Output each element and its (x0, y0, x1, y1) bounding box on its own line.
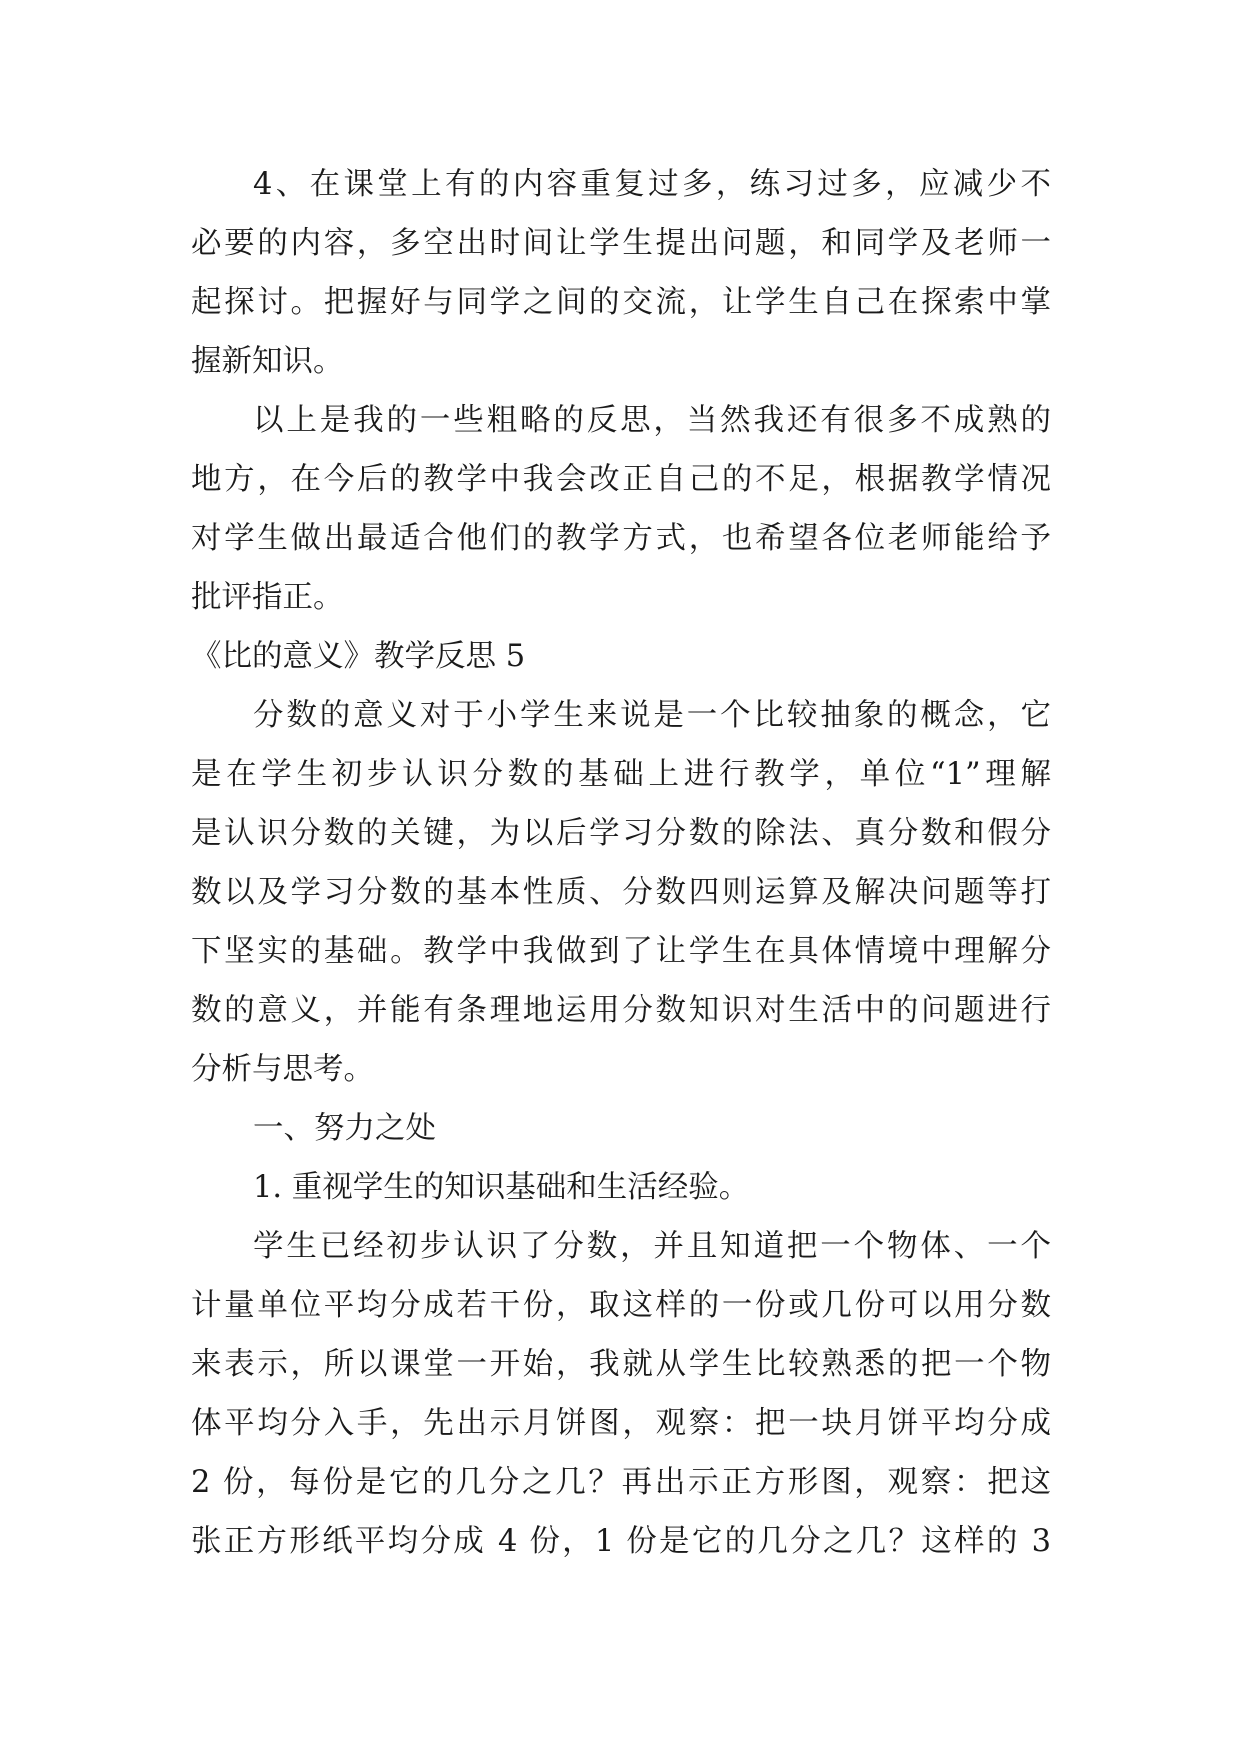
paragraph-line: 数以及学习分数的基本性质、分数四则运算及解决问题等打 (191, 875, 1051, 910)
paragraph-line: 张正方形纸平均分成 4 份，1 份是它的几分之几？这样的 3 (191, 1524, 1051, 1559)
paragraph-line: 分析与思考。 (191, 1052, 374, 1087)
paragraph-line: 以上是我的一些粗略的反思，当然我还有很多不成熟的 (253, 403, 1051, 438)
paragraph-line: 来表示，所以课堂一开始，我就从学生比较熟悉的把一个物 (191, 1347, 1051, 1382)
section-heading: 《比的意义》教学反思 5 (191, 639, 526, 674)
subheading: 一、努力之处 (253, 1111, 436, 1146)
paragraph-line: 分数的意义对于小学生来说是一个比较抽象的概念，它 (253, 698, 1051, 733)
paragraph-line: 计量单位平均分成若干份，取这样的一份或几份可以用分数 (191, 1288, 1051, 1323)
paragraph-line: 握新知识。 (191, 344, 344, 379)
subheading: 1. 重视学生的知识基础和生活经验。 (253, 1170, 750, 1205)
paragraph-line: 数的意义，并能有条理地运用分数知识对生活中的问题进行 (191, 993, 1051, 1028)
paragraph-line: 是在学生初步认识分数的基础上进行教学，单位“1”理解 (191, 757, 1051, 792)
paragraph-line: 对学生做出最适合他们的教学方式，也希望各位老师能给予 (191, 521, 1051, 556)
paragraph-line: 下坚实的基础。教学中我做到了让学生在具体情境中理解分 (191, 934, 1051, 969)
paragraph-line: 地方，在今后的教学中我会改正自己的不足，根据教学情况 (191, 462, 1051, 497)
paragraph-line: 批评指正。 (191, 580, 344, 615)
paragraph-line: 体平均分入手，先出示月饼图，观察：把一块月饼平均分成 (191, 1406, 1051, 1441)
paragraph-line: 起探讨。把握好与同学之间的交流，让学生自己在探索中掌 (191, 285, 1051, 320)
paragraph-line: 4、在课堂上有的内容重复过多，练习过多，应减少不 (253, 167, 1051, 202)
paragraph-line: 必要的内容，多空出时间让学生提出问题，和同学及老师一 (191, 226, 1051, 261)
paragraph-line: 学生已经初步认识了分数，并且知道把一个物体、一个 (253, 1229, 1051, 1264)
paragraph-line: 2 份，每份是它的几分之几？再出示正方形图，观察：把这 (191, 1465, 1051, 1500)
paragraph-line: 是认识分数的关键，为以后学习分数的除法、真分数和假分 (191, 816, 1051, 851)
